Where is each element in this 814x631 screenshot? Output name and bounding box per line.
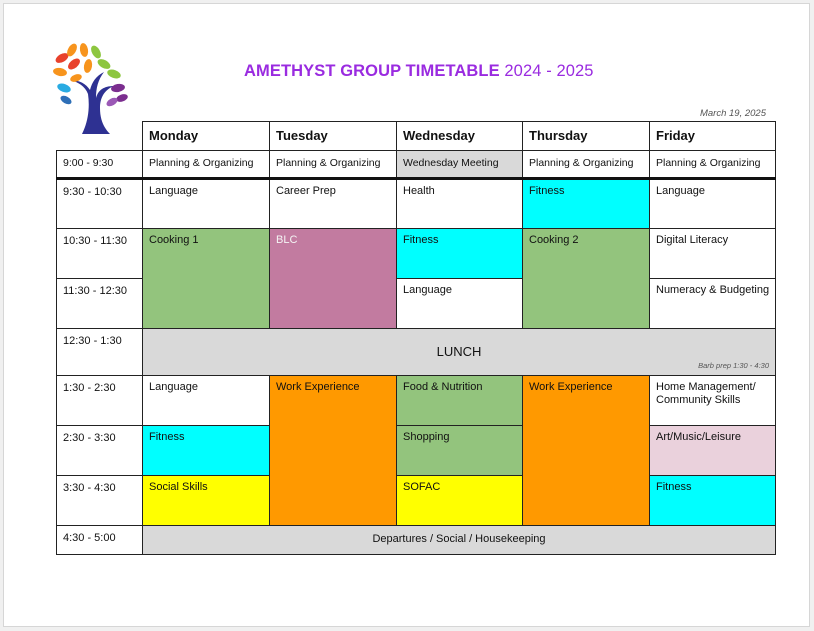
lunch-note: Barb prep 1:30 - 4:30 bbox=[698, 361, 769, 370]
corner-cell bbox=[57, 122, 143, 151]
time-label: 1:30 - 2:30 bbox=[57, 376, 143, 426]
day-header-thursday: Thursday bbox=[523, 122, 650, 151]
day-header-row bbox=[57, 122, 776, 151]
time-row bbox=[57, 329, 776, 376]
time-row bbox=[57, 179, 776, 229]
departures-cell: Departures / Social / Housekeeping bbox=[143, 526, 776, 555]
time-label: 3:30 - 4:30 bbox=[57, 476, 143, 526]
class-cell: Language bbox=[650, 179, 776, 229]
class-cell: Fitness bbox=[397, 229, 523, 279]
lunch-cell bbox=[143, 329, 776, 376]
time-row bbox=[57, 526, 776, 555]
class-cell: Health bbox=[397, 179, 523, 229]
class-cell: Planning & Organizing bbox=[523, 151, 650, 179]
class-cell: Wednesday Meeting bbox=[397, 151, 523, 179]
time-row bbox=[57, 476, 776, 526]
title-year: 2024 - 2025 bbox=[504, 62, 594, 80]
time-label: 11:30 - 12:30 bbox=[57, 279, 143, 329]
class-cell: Numeracy & Budgeting bbox=[650, 279, 776, 329]
day-header-monday: Monday bbox=[143, 122, 270, 151]
class-cell: Cooking 1 bbox=[143, 229, 270, 329]
class-cell: Language bbox=[143, 179, 270, 229]
timetable bbox=[56, 121, 776, 555]
lunch-label: LUNCH bbox=[436, 344, 482, 359]
class-cell: Fitness bbox=[523, 179, 650, 229]
class-cell: Art/Music/Leisure bbox=[650, 426, 776, 476]
time-label: 12:30 - 1:30 bbox=[57, 329, 143, 376]
class-cell: Social Skills bbox=[143, 476, 270, 526]
document-page bbox=[3, 3, 810, 627]
time-row bbox=[57, 229, 776, 279]
time-row bbox=[57, 426, 776, 476]
time-label: 2:30 - 3:30 bbox=[57, 426, 143, 476]
class-cell: Digital Literacy bbox=[650, 229, 776, 279]
class-cell: Planning & Organizing bbox=[143, 151, 270, 179]
class-cell: Work Experience bbox=[523, 376, 650, 526]
day-header-tuesday: Tuesday bbox=[270, 122, 397, 151]
class-cell: Shopping bbox=[397, 426, 523, 476]
class-cell: Career Prep bbox=[270, 179, 397, 229]
day-header-wednesday: Wednesday bbox=[397, 122, 523, 151]
time-label: 4:30 - 5:00 bbox=[57, 526, 143, 555]
class-cell: Food & Nutrition bbox=[397, 376, 523, 426]
class-cell: Fitness bbox=[143, 426, 270, 476]
class-cell: Fitness bbox=[650, 476, 776, 526]
time-label: 9:00 - 9:30 bbox=[57, 151, 143, 179]
class-cell: Planning & Organizing bbox=[270, 151, 397, 179]
day-header-friday: Friday bbox=[650, 122, 776, 151]
class-cell: Work Experience bbox=[270, 376, 397, 526]
class-cell: BLC bbox=[270, 229, 397, 329]
time-label: 10:30 - 11:30 bbox=[57, 229, 143, 279]
class-cell: Language bbox=[397, 279, 523, 329]
class-cell: SOFAC bbox=[397, 476, 523, 526]
class-cell: Cooking 2 bbox=[523, 229, 650, 329]
time-row bbox=[57, 151, 776, 179]
class-cell: Home Management/ Community Skills bbox=[650, 376, 776, 426]
title-main: AMETHYST GROUP TIMETABLE bbox=[244, 62, 500, 80]
document-date: March 19, 2025 bbox=[699, 108, 766, 119]
time-label: 9:30 - 10:30 bbox=[57, 179, 143, 229]
page-title bbox=[244, 62, 594, 81]
class-cell: Language bbox=[143, 376, 270, 426]
time-row bbox=[57, 376, 776, 426]
class-cell: Planning & Organizing bbox=[650, 151, 776, 179]
